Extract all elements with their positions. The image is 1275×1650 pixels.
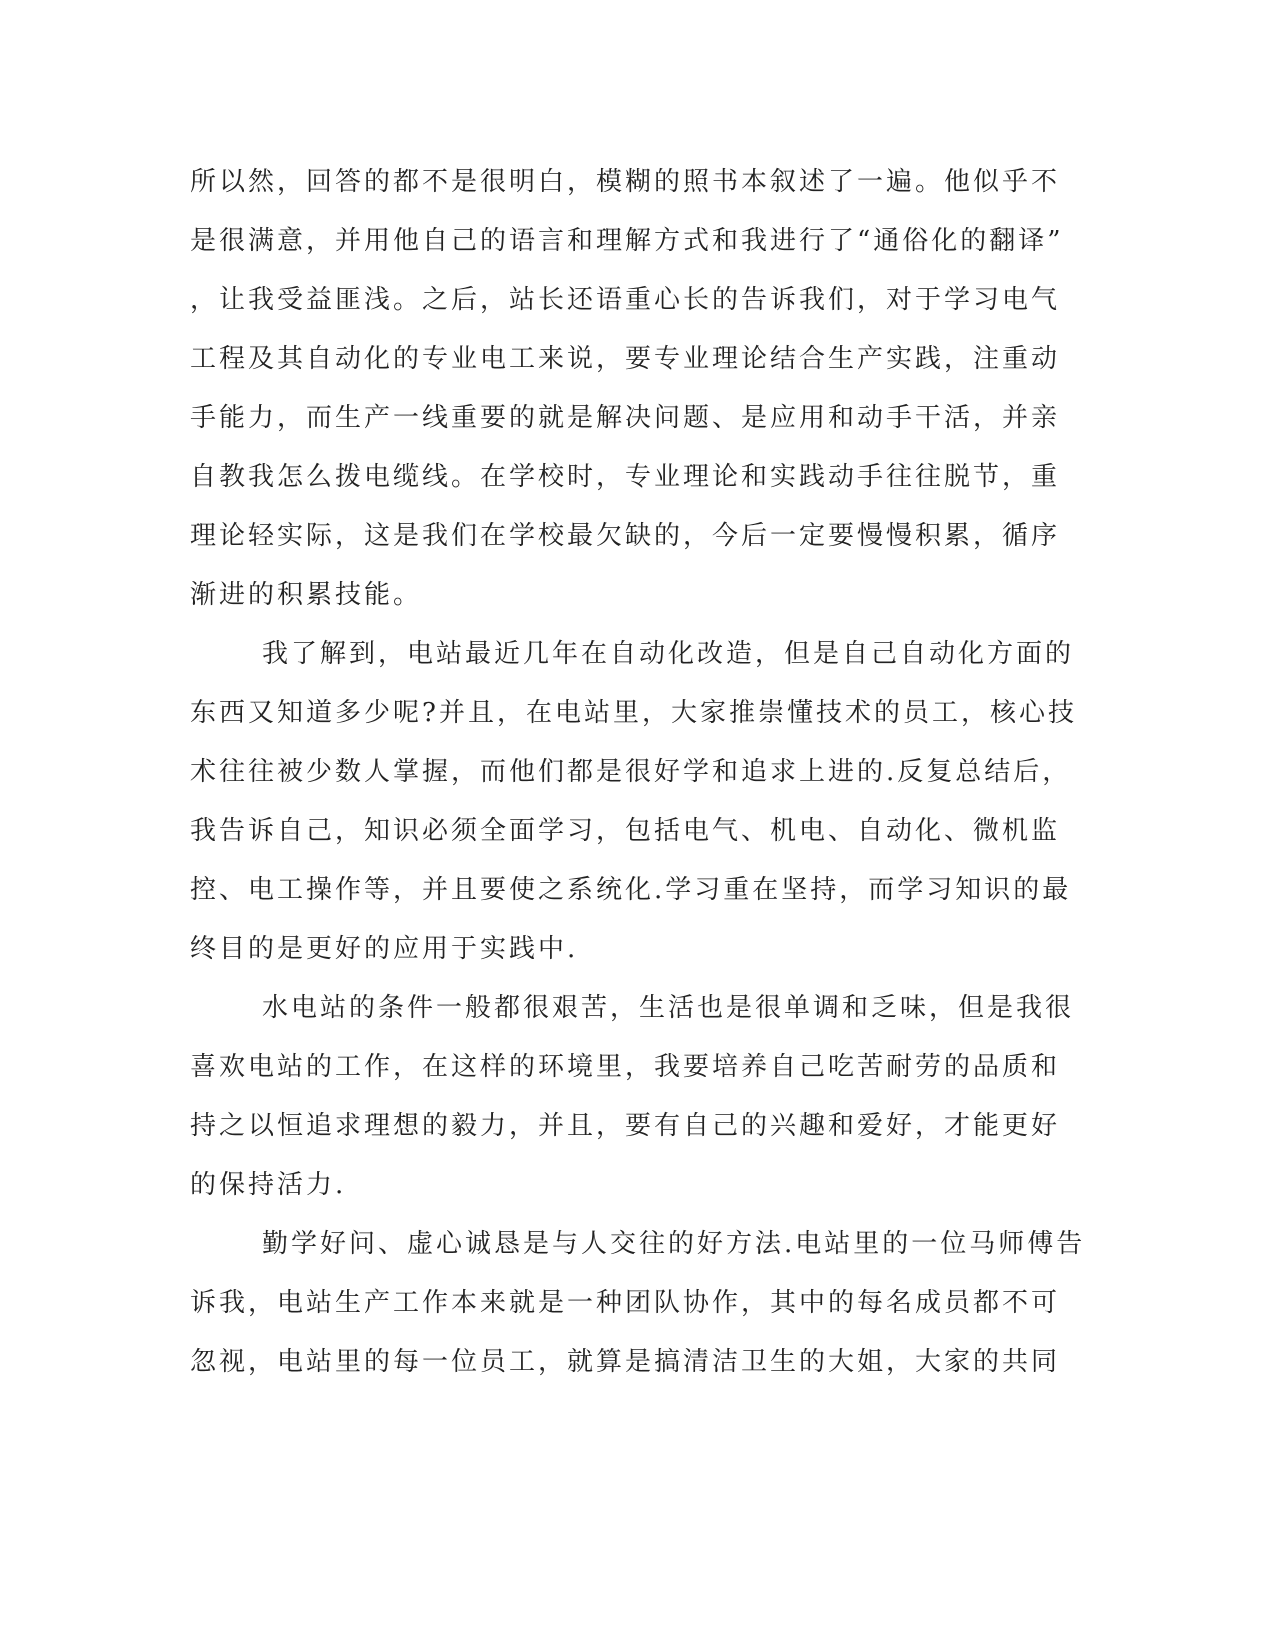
paragraph-first-line: 我了解到，电站最近几年在自动化改造，但是自己自动化方面的 bbox=[262, 639, 1075, 669]
text-line: 的保持活力. bbox=[190, 1170, 347, 1200]
text-line: 忽视，电站里的每一位员工，就算是搞清洁卫生的大姐，大家的共同 bbox=[190, 1347, 1061, 1377]
text-line: ，让我受益匪浅。之后，站长还语重心长的告诉我们，对于学习电气 bbox=[190, 285, 1061, 315]
text-line: 东西又知道多少呢?并且，在电站里，大家推崇懂技术的员工，核心技 bbox=[190, 698, 1077, 728]
text-line: 手能力，而生产一线重要的就是解决问题、是应用和动手干活，并亲 bbox=[190, 403, 1061, 433]
text-line: 所以然，回答的都不是很明白，模糊的照书本叙述了一遍。他似乎不 bbox=[190, 167, 1061, 197]
text-line: 自教我怎么拨电缆线。在学校时，专业理论和实践动手往往脱节，重 bbox=[190, 462, 1061, 492]
text-line: 渐进的积累技能。 bbox=[190, 580, 423, 610]
paragraph-first-line: 水电站的条件一般都很艰苦，生活也是很单调和乏味，但是我很 bbox=[262, 993, 1075, 1023]
text-line: 理论轻实际，这是我们在学校最欠缺的，今后一定要慢慢积累，循序 bbox=[190, 521, 1061, 551]
text-line: 持之以恒追求理想的毅力，并且，要有自己的兴趣和爱好，才能更好 bbox=[190, 1111, 1061, 1141]
paragraph-first-line: 勤学好问、虚心诚恳是与人交往的好方法.电站里的一位马师傅告 bbox=[262, 1229, 1086, 1259]
text-line: 喜欢电站的工作，在这样的环境里，我要培养自己吃苦耐劳的品质和 bbox=[190, 1052, 1061, 1082]
text-line: 术往往被少数人掌握，而他们都是很好学和追求上进的.反复总结后， bbox=[190, 757, 1072, 787]
text-line: 终目的是更好的应用于实践中. bbox=[190, 934, 579, 964]
text-line: 控、电工操作等，并且要使之系统化.学习重在坚持，而学习知识的最 bbox=[190, 875, 1072, 905]
text-line: 工程及其自动化的专业电工来说，要专业理论结合生产实践，注重动 bbox=[190, 344, 1061, 374]
text-line: 诉我，电站生产工作本来就是一种团队协作，其中的每名成员都不可 bbox=[190, 1288, 1061, 1318]
text-line: 是很满意，并用他自己的语言和理解方式和我进行了“通俗化的翻译” bbox=[190, 226, 1064, 256]
text-line: 我告诉自己，知识必须全面学习，包括电气、机电、自动化、微机监 bbox=[190, 816, 1061, 846]
